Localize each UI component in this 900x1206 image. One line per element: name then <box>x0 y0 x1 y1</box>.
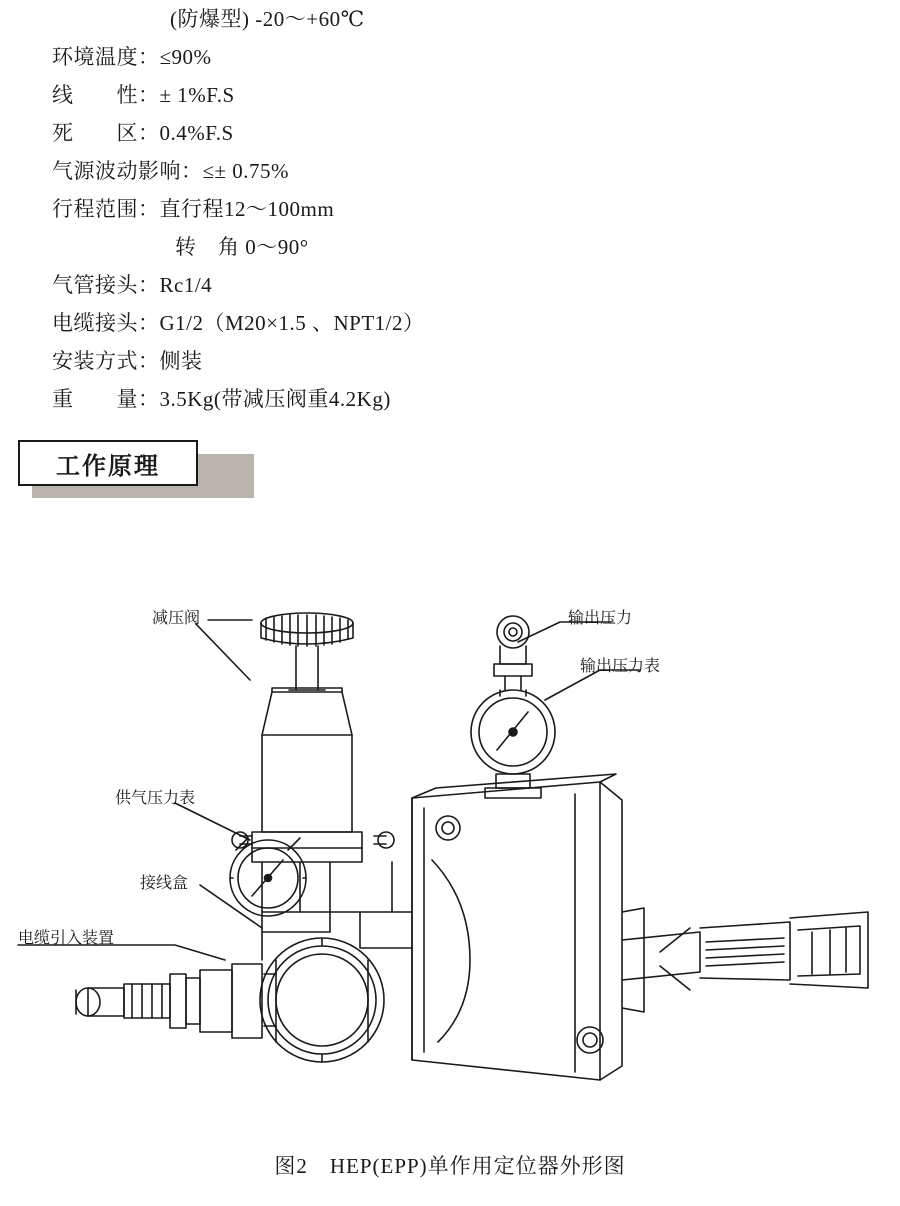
section-heading <box>18 440 278 502</box>
leader-supply-gauge <box>175 803 250 840</box>
section-heading-label: 工作原理 <box>56 451 160 480</box>
callout-output-pressure-gauge: 输出压力表 <box>580 656 661 675</box>
spec-line: 安装方式：侧装 <box>52 349 203 373</box>
spec-line: 重 量：3.5Kg(带减压阀重4.2Kg) <box>52 387 391 411</box>
callout-junction-box: 接线盒 <box>140 873 189 892</box>
spec-line: 环境温度：≤90% <box>52 45 212 69</box>
leader-reducing-valve <box>196 624 250 680</box>
callout-pressure-reducing-valve: 减压阀 <box>152 608 201 627</box>
leader-junction-box <box>200 885 262 928</box>
spec-line: 死 区：0.4%F.S <box>52 121 234 145</box>
spec-line: 行程范围：直行程12～100mm <box>52 197 335 221</box>
specification-list <box>0 0 900 418</box>
positioner-outline-drawing <box>0 560 900 1160</box>
spec-line: 气源波动影响：≤± 0.75% <box>52 159 290 183</box>
spec-line: 转 角 0～90° <box>175 235 309 259</box>
figure-caption: 图2 HEP(EPP)单作用定位器外形图 <box>274 1154 626 1178</box>
spec-line: 电缆接头：G1/2（M20×1.5 、NPT1/2） <box>52 311 425 335</box>
callout-supply-pressure-gauge: 供气压力表 <box>115 788 196 807</box>
spec-line: (防爆型) -20～+60℃ <box>170 7 365 31</box>
spec-line: 气管接头：Rc1/4 <box>52 273 213 297</box>
figure-diagram <box>0 560 900 1160</box>
spec-line: 线 性：± 1%F.S <box>52 83 235 107</box>
callout-cable-entry-device: 电缆引入装置 <box>18 928 115 947</box>
section-heading-box <box>18 440 198 486</box>
callout-output-pressure: 输出压力 <box>568 608 633 627</box>
